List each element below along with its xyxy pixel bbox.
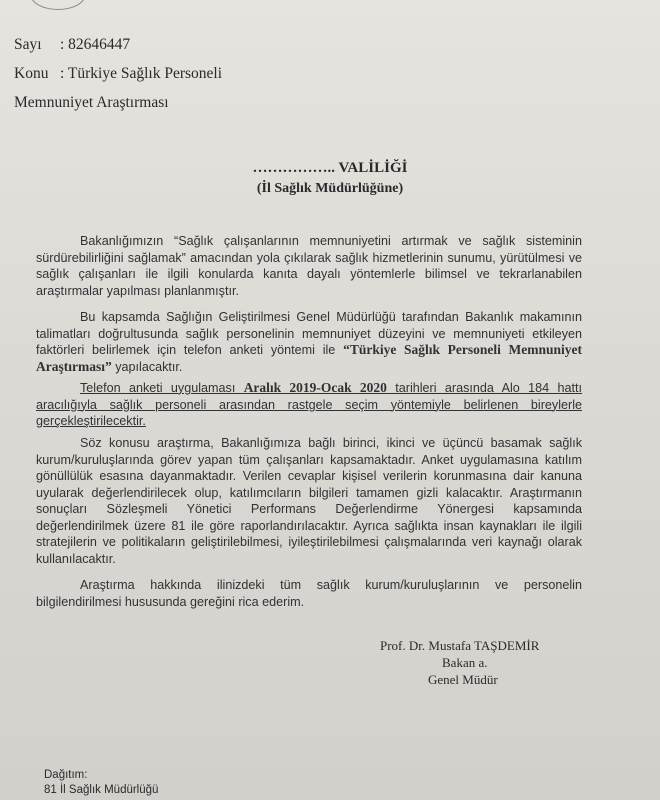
addressee: …………….. VALİLİĞİ	[252, 160, 408, 176]
p2-run-1: “Türkiye Sağlık Personeli Memnuniyet Araştırması”	[36, 342, 583, 374]
konu-continuation: Memnuniyet Araştırması	[14, 94, 169, 111]
sayi-label: Sayı	[14, 36, 42, 53]
paragraph-3	[36, 380, 582, 430]
signature-block	[380, 637, 580, 688]
paragraph-1	[36, 233, 582, 299]
p3-run-0: Telefon anketi uygulaması	[80, 381, 244, 395]
konu-line	[14, 65, 222, 83]
addressee-subtitle: (İl Sağlık Müdürlüğüne)	[256, 181, 404, 196]
sayi-value: : 82646447	[60, 36, 131, 53]
p3-run-2: tarihleri arasında Alo 184 hattı aracılığıyla sağlık personeli arasından rastgele seçim yöntemiyle belirlenen bireylerle gerçekleştirilecektir.	[36, 381, 583, 428]
p2-run-2: yapılacaktır.	[111, 359, 183, 374]
sayi-line	[14, 36, 130, 54]
paragraph-4	[36, 435, 582, 567]
p3-run-1: Aralık 2019-Ocak 2020	[243, 380, 387, 395]
distribution-item: 81 İl Sağlık Müdürlüğü	[44, 784, 159, 796]
konu-value: : Türkiye Sağlık Personeli	[60, 65, 223, 82]
p2-run-0: Bu kapsamda Sağlığın Geliştirilmesi Genel Müdürlüğü tarafından Bakanlık makamının talimatları doğrultusunda sağlık personelinin memnuniyet düzeyini ve memnuniyeti etkileyen faktörleri belirlemek için telefon anketi yöntemi ile	[36, 310, 582, 357]
p5-run-0: Araştırma hakkında ilinizdeki tüm sağlık kurum/kuruluşlarının ve personelin bilgilendirilmesi hususunda gereğini rica ederim.	[36, 578, 582, 609]
p4-run-0: Söz konusu araştırma, Bakanlığımıza bağlı birinci, ikinci ve üçüncü basamak sağlık kurum/kuruluşlarında görev yapan tüm çalışanları kapsamaktadır. Anket uygulamasına katılım gönüllülük esasına dayanmaktadır. Verilen cevaplar kişisel verilerin korunmasına dair kanuna uyularak değerlendirilecek olup, katılımcıların bilgileri tamamen gizli kalacaktır. Araştırmanın sonuçları Sözleşmeli Yönetici Performans Değerlendirme Yönergesi kapsamında değerlendirilmek üzere 81 ile göre raporlandırılacaktır. Ayrıca sağlıkta insan kaynakları ile ilgili stratejilerin ve politikaların geliştirilebilmesi, iyileştirilebilmesi çalışmalarında veri kaynağı olarak kullanılacaktır.	[36, 436, 582, 566]
signatory-title-1: Bakan a.	[442, 655, 488, 670]
signatory-name: Prof. Dr. Mustafa TAŞDEMİR	[380, 638, 540, 653]
distribution-block	[44, 768, 158, 798]
ministry-seal	[30, 0, 86, 10]
paragraph-5	[36, 577, 582, 610]
distribution-label: Dağıtım:	[44, 769, 88, 781]
paragraph-2	[36, 309, 582, 375]
konu-label: Konu	[14, 65, 49, 82]
p1-run-0: Bakanlığımızın “Sağlık çalışanlarının memnuniyetini artırmak ve sağlık sisteminin sürdürebilirliğini sağlamak” amacından yola çıkılarak sağlık hizmetlerinin sunumu, yürütülmesi ve sağlık çalışanları ile ilgili konularda kanıta dayalı yöntemlerle bilimsel ve tekrarlanabilen araştırmalar yapılması planlanmıştır.	[36, 234, 582, 298]
signatory-title-2: Genel Müdür	[428, 672, 498, 687]
